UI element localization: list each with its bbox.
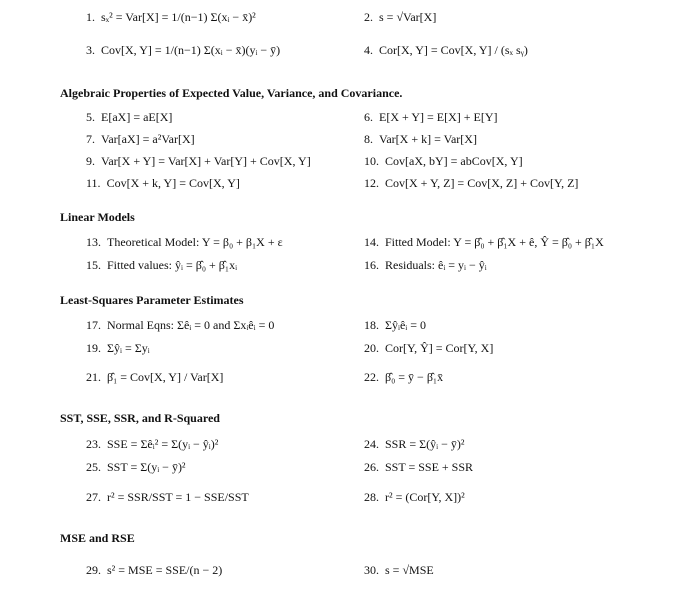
formula-6 <box>364 110 498 124</box>
formula-text: Cov[X + k, Y] = Cov[X, Y] <box>106 176 240 190</box>
formula-15 <box>86 258 237 272</box>
formula-text: β̂₀ = ȳ − β̂₁x̄ <box>385 370 444 384</box>
formula-10 <box>364 154 523 168</box>
formula-29 <box>86 563 222 577</box>
formula-21 <box>86 370 223 384</box>
formula-text: s² = MSE = SSE/(n − 2) <box>107 563 223 577</box>
formula-11 <box>86 176 240 190</box>
formula-number: 10. <box>364 154 379 168</box>
formula-number: 29. <box>86 563 101 577</box>
formula-text: r² = SSR/SST = 1 − SSE/SST <box>107 490 249 504</box>
formula-number: 1. <box>86 10 95 24</box>
formula-text: Cov[X, Y] = 1/(n−1) Σ(xᵢ − x̄)(yᵢ − ȳ) <box>101 43 281 57</box>
formula-number: 15. <box>86 258 101 272</box>
formula-3 <box>86 43 280 57</box>
formula-text: s = √Var[X] <box>379 10 437 24</box>
formula-text: s = √MSE <box>385 563 434 577</box>
formula-18 <box>364 318 426 332</box>
formula-text: sₓ² = Var[X] = 1/(n−1) Σ(xᵢ − x̄)² <box>101 10 256 24</box>
formula-text: SSR = Σ(ŷᵢ − ȳ)² <box>385 437 465 451</box>
formula-text: Cor[Y, Ŷ] = Cor[Y, X] <box>385 341 494 355</box>
formula-text: E[X + Y] = E[X] + E[Y] <box>379 110 498 124</box>
formula-number: 11. <box>86 176 101 190</box>
formula-16 <box>364 258 487 272</box>
formula-number: 14. <box>364 235 379 249</box>
formula-8 <box>364 132 477 146</box>
formula-2 <box>364 10 436 24</box>
formula-text: Fitted values: ŷᵢ = β̂₀ + β̂₁xᵢ <box>107 258 238 272</box>
formula-number: 16. <box>364 258 379 272</box>
formula-text: Cov[aX, bY] = abCov[X, Y] <box>385 154 523 168</box>
formula-1 <box>86 10 256 24</box>
formula-number: 6. <box>364 110 373 124</box>
formula-number: 8. <box>364 132 373 146</box>
formula-number: 24. <box>364 437 379 451</box>
formula-12 <box>364 176 578 190</box>
formula-9 <box>86 154 311 168</box>
formula-7 <box>86 132 195 146</box>
formula-14 <box>364 235 604 249</box>
formula-number: 2. <box>364 10 373 24</box>
formula-number: 13. <box>86 235 101 249</box>
formula-text: Cor[X, Y] = Cov[X, Y] / (sₓ sᵧ) <box>379 43 528 57</box>
formula-text: r² = (Cor[Y, X])² <box>385 490 465 504</box>
formula-text: Cov[X + Y, Z] = Cov[X, Z] + Cov[Y, Z] <box>385 176 579 190</box>
formula-26 <box>364 460 473 474</box>
formula-text: Residuals: êᵢ = yᵢ − ŷᵢ <box>385 258 487 272</box>
formula-number: 9. <box>86 154 95 168</box>
formula-text: Σŷᵢêᵢ = 0 <box>385 318 427 332</box>
formula-text: SST = Σ(yᵢ − ȳ)² <box>107 460 186 474</box>
section-heading-sst-sse-ssr: SST, SSE, SSR, and R-Squared <box>60 411 220 425</box>
formula-number: 5. <box>86 110 95 124</box>
formula-23 <box>86 437 218 451</box>
formula-number: 7. <box>86 132 95 146</box>
formula-number: 21. <box>86 370 101 384</box>
formula-25 <box>86 460 186 474</box>
formula-20 <box>364 341 493 355</box>
formula-text: E[aX] = aE[X] <box>101 110 173 124</box>
formula-17 <box>86 318 274 332</box>
formula-number: 3. <box>86 43 95 57</box>
formula-19 <box>86 341 150 355</box>
formula-number: 17. <box>86 318 101 332</box>
formula-22 <box>364 370 443 384</box>
formula-number: 26. <box>364 460 379 474</box>
formula-5 <box>86 110 172 124</box>
formula-4 <box>364 43 528 57</box>
formula-text: Fitted Model: Y = β̂₀ + β̂₁X + ê, Ŷ = β̂₀ + β̂₁X <box>385 235 604 249</box>
formula-text: SST = SSE + SSR <box>385 460 474 474</box>
formula-text: Theoretical Model: Y = β₀ + β₁X + ε <box>107 235 283 249</box>
formula-text: SSE = Σêᵢ² = Σ(yᵢ − ŷᵢ)² <box>107 437 219 451</box>
formula-number: 4. <box>364 43 373 57</box>
section-heading-mse-rse: MSE and RSE <box>60 531 135 545</box>
section-heading-linear-models: Linear Models <box>60 210 135 224</box>
formula-13 <box>86 235 283 249</box>
section-heading-algebraic: Algebraic Properties of Expected Value, Variance, and Covariance. <box>60 86 403 100</box>
formula-27 <box>86 490 249 504</box>
formula-number: 28. <box>364 490 379 504</box>
formula-text: Var[X + Y] = Var[X] + Var[Y] + Cov[X, Y] <box>101 154 311 168</box>
formula-number: 12. <box>364 176 379 190</box>
formula-number: 27. <box>86 490 101 504</box>
formula-text: Var[aX] = a²Var[X] <box>101 132 195 146</box>
formula-number: 25. <box>86 460 101 474</box>
formula-number: 19. <box>86 341 101 355</box>
formula-number: 20. <box>364 341 379 355</box>
formula-number: 23. <box>86 437 101 451</box>
formula-number: 22. <box>364 370 379 384</box>
formula-text: β̂₁ = Cov[X, Y] / Var[X] <box>107 370 224 384</box>
formula-number: 18. <box>364 318 379 332</box>
formula-text: Var[X + k] = Var[X] <box>379 132 477 146</box>
formula-number: 30. <box>364 563 379 577</box>
formula-28 <box>364 490 465 504</box>
formula-text: Σŷᵢ = Σyᵢ <box>107 341 150 355</box>
formula-24 <box>364 437 464 451</box>
section-heading-least-squares: Least-Squares Parameter Estimates <box>60 293 244 307</box>
formula-text: Normal Eqns: Σêᵢ = 0 and Σxᵢêᵢ = 0 <box>107 318 275 332</box>
formula-30 <box>364 563 434 577</box>
